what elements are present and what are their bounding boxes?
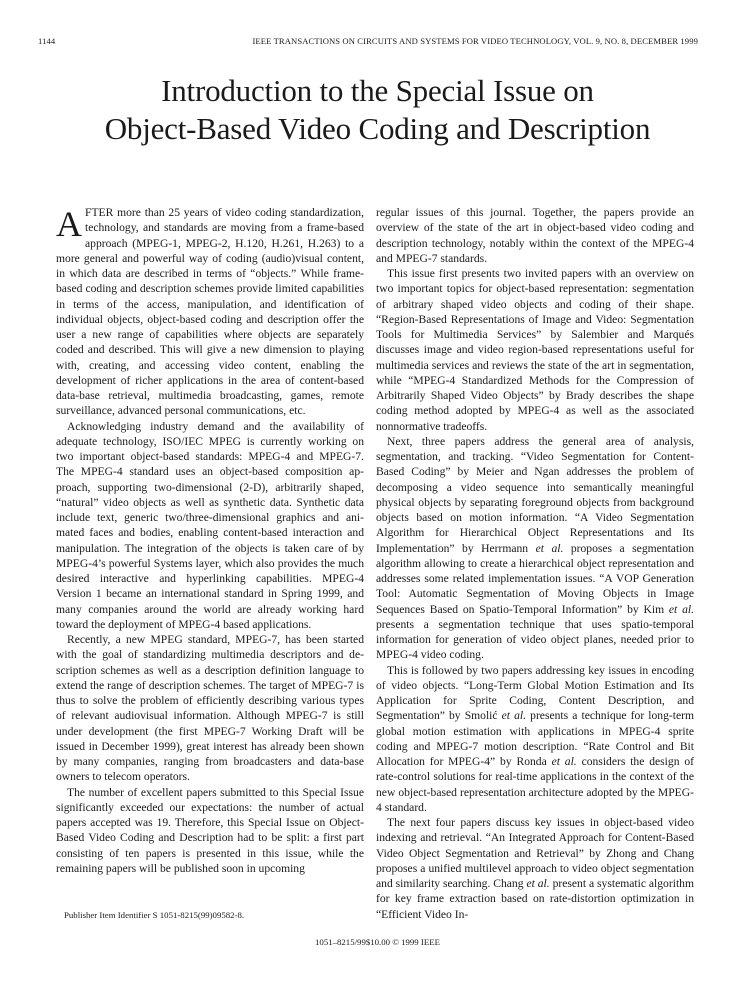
text: proposes a segmentation algorithm allowing to create a hierarchical object representation and addresses some related implementation issues. “A VOP Generation Tool: Automatic Segmentation of Moving Objects in Image Sequences Based on Spatio-Temporal Information” by Kim bbox=[376, 541, 694, 616]
running-head bbox=[0, 36, 755, 50]
text: presents a technique for long-term global motion estimation with applications in MPEG-4 sprite coding and MPEG-7 motion description. “Rate Control and Bit Allocation for MPEG-4” by Ronda bbox=[376, 709, 694, 768]
et-al: et al. bbox=[668, 602, 694, 616]
text: considers the design of rate-control solutions for real-time applications in the context of the new object-based representation architecture adopted by the MPEG-4 standard. bbox=[376, 755, 694, 814]
et-al: et al. bbox=[535, 541, 564, 555]
text: present a systematic algorithm for key frame extraction based on rate-distortion optimization in “Efficient Video In- bbox=[376, 877, 694, 921]
publisher-item-identifier: Publisher Item Identifier S 1051-8215(99)09582-8. bbox=[64, 910, 245, 920]
paragraph-4: The number of excellent papers submitted to this Special Issue significantly exceeded our expectations: the number of actual papers accepted was 19. Therefore, this Special Issue on Object-Based Video Coding and Description had to be split: a first part consisting of ten papers is presented in this issue, while the remaining papers will be published soon in upcoming bbox=[56, 785, 364, 875]
paragraph-3: Recently, a new MPEG standard, MPEG-7, has been started with the goal of standardizing multimedia descriptors and description schemes as well as a description definition language to extend the range of description schemes. The target of MPEG-7 is thus to solve the problem of efficiently describing various types of relevant audiovisual information. Although MPEG-7 is still under development (the first MPEG-7 Working Draft will be issued in December 1999), great interest has already been shown by many companies, ranging from broadcasters and data-base owners to telecom operators. bbox=[56, 633, 364, 784]
text: presents a segmentation technique that uses spatio-temporal information for generation of video object planes, needed prior to MPEG-4 video coding. bbox=[376, 617, 694, 662]
title-line-2: Object-Based Video Coding and Description bbox=[104, 111, 651, 146]
text: The next four papers discuss key issues in object-based video indexing and retrieval. “An Integrated Approach for Content-Based Video Object Segmentation and Retrieval” by Zhong and Chang proposes a unified multilevel approach to video object segmentation and similarity searching. Chang bbox=[376, 816, 694, 890]
paragraph-invited-papers: This issue first presents two invited papers with an overview on two important topics for object-based representation: segmentation of arbitrary shaped video objects and coding of their shape. “Region-Based Representations of Image and Video: Segmentation Tools for Multimedia Services” by Salembier and Marqués discusses image and video region-based representations useful for multimedia services and reviews the state of the art in segmentation, while “MPEG-4 Standardized Methods for the Compression of Arbitrarily Shaped Video Objects” by Brady describes the shape coding method adopted by MPEG-4 as well as the associated nonnormative tradeoffs. bbox=[376, 267, 694, 433]
paragraph-indexing bbox=[376, 815, 694, 922]
paragraph-segmentation bbox=[376, 434, 694, 663]
left-column bbox=[56, 205, 364, 876]
page-title bbox=[0, 72, 755, 148]
paragraph-2: Acknowledging industry demand and the availability of adequate technology, ISO/IEC MPEG is currently working on two important object-based standards: MPEG-4 and MPEG-7. The MPEG-4 standard uses an object-based composition approach, supporting two-dimensional (2-D), arbitrarily shaped, “natural” video objects as well as synthetic data. Synthetic data include text, generic two/three-dimensional graphics and animated faces and bodies, enabling content-based interaction and manipulation. The integration of the objects is taken care of by MPEG-4’s powerful Systems layer, which also provides the much desired interactive and hyperlinking capabilities. MPEG-4 Version 1 became an international standard in Spring 1999, and many companies around the world are already working hard toward the deployment of MPEG-4 based applications. bbox=[56, 419, 364, 631]
right-column bbox=[376, 205, 694, 922]
et-al: et al. bbox=[501, 709, 527, 723]
page-number: 1144 bbox=[38, 36, 56, 46]
text: Next, three papers address the general area of analysis, segmentation, and tracking. “Video Segmentation for Content-Based Coding” by Meier and Ngan addresses the problem of decomposing a video sequence into semantically meaningful physical objects by separating foreground objects from background objects based on motion information. “A Video Segmentation Algorithm for Hierarchical Object Representations and Its Implementation” by Herrmann bbox=[376, 434, 694, 555]
paragraph-1 bbox=[56, 205, 364, 419]
text: This is followed by two papers addressing key issues in encoding of video objects. “Long-Term Global Motion Estimation and Its Application for Sprite Coding, Content Description, and Segmentation” by Smolić bbox=[376, 663, 694, 723]
copyright-line: 1051–8215/99$10.00 © 1999 IEEE bbox=[315, 937, 440, 947]
journal-header: IEEE TRANSACTIONS ON CIRCUITS AND SYSTEMS FOR VIDEO TECHNOLOGY, VOL. 9, NO. 8, DECEMBER 1999 bbox=[252, 36, 698, 46]
paragraph-text: FTER more than 25 years of video coding standardization, technology, and standards are moving from a frame-based approach (MPEG-1, MPEG-2, H.120, H.261, H.263) to a more general and powerful way of coding (audio)visual content, in which data are described in terms of “objects.” While frame-based coding and description schemes provide limited capabilities in terms of the access, manipulation, and identification of individual objects, object-based coding and description offer the user a new range of capabilities where objects are separately coded and described. This will give a new dimension to playing with, creating, and accessing video content, enabling the development of richer applications in the area of content-based data-base retrieval, multimedia broadcasting, games, remote surveillance, advanced personal communications, etc. bbox=[56, 206, 364, 418]
paragraph-continued: regular issues of this journal. Together, the papers provide an overview of the state of the art in object-based video coding and description technology, notably within the context of the MPEG-4 and MPEG-7 standards. bbox=[376, 206, 694, 265]
title-line-1: Introduction to the Special Issue on bbox=[161, 73, 594, 108]
et-al: et al. bbox=[526, 877, 550, 890]
et-al: et al. bbox=[551, 755, 577, 768]
paragraph-encoding bbox=[376, 663, 694, 816]
drop-cap: A bbox=[56, 204, 82, 244]
